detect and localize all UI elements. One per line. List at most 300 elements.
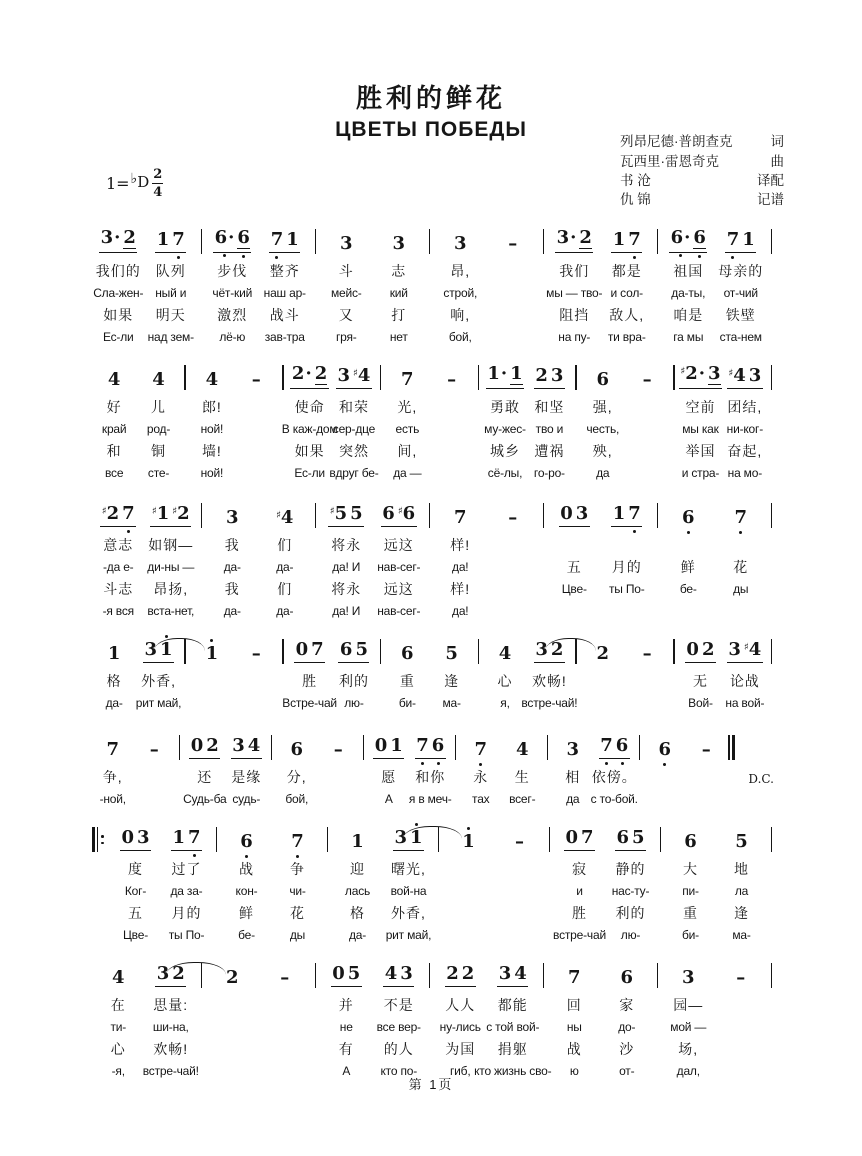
lyric-syllable: 无: [692, 673, 708, 690]
lyric-syllable: 争,: [102, 769, 123, 786]
lyric-syllable: ни-ког-: [726, 422, 763, 437]
lyric-syllable: 激烈: [217, 307, 248, 324]
lyric-syllable: ный и: [155, 286, 187, 301]
lyric-syllable: [234, 418, 278, 440]
lyric-syllable: [134, 766, 176, 788]
note-group: ♯4 3: [723, 360, 767, 396]
lyric-syllable: [134, 788, 176, 810]
barline: [425, 498, 434, 534]
lyric-syllable: 格: [106, 673, 122, 690]
note-group: –: [280, 967, 290, 989]
lyric-syllable: 如果: [294, 443, 325, 460]
low-octave-dot: [633, 256, 636, 259]
lyric-syllable: нав-сег-: [377, 560, 421, 575]
barline: [278, 360, 287, 396]
lyric-syllable: [430, 418, 474, 440]
lyric-syllable: над зем-: [147, 330, 194, 345]
note-group: 1: [351, 831, 364, 853]
lyric-syllable: бе-: [238, 928, 255, 943]
lyric-syllable: [548, 534, 601, 556]
barline: [175, 730, 184, 766]
note-group: 7 6: [594, 730, 636, 766]
lyric-syllable: ста-нем: [719, 330, 762, 345]
low-octave-dot: [296, 855, 299, 858]
lyric-syllable: 遭祸: [534, 443, 565, 460]
lyric-syllable: 心: [110, 1041, 126, 1058]
note-group: 6: [401, 643, 414, 665]
lyric-syllable: [686, 766, 728, 788]
lyric-syllable: А: [342, 1064, 351, 1079]
lyric-syllable: 花: [290, 905, 305, 922]
sharp-icon: ♯: [276, 510, 281, 522]
lyric-syllable: 回: [566, 997, 582, 1014]
lyric-syllable: [443, 924, 494, 946]
lyric-syllable: [234, 462, 278, 484]
lyric-syllable: [318, 788, 360, 810]
lyric-syllable: [581, 692, 625, 714]
lyric-syllable: дал,: [676, 1064, 700, 1079]
lyric-syllable: 论战: [729, 673, 760, 690]
lyric-syllable: 月的: [171, 905, 202, 922]
lyric-syllable: 们: [277, 581, 293, 598]
lyric-syllable: и стра-: [681, 466, 720, 481]
note-group: 0 3: [110, 822, 161, 858]
low-octave-dot: [687, 531, 690, 534]
credit-name: 列昂尼德·普朗查克: [620, 134, 733, 150]
lyric-syllable: лю-: [344, 696, 364, 711]
barline: [767, 360, 776, 396]
lyric-syllable: 队列: [155, 263, 186, 280]
lyric-syllable: 举国: [685, 443, 716, 460]
lyric-syllable: все вер-: [376, 1020, 421, 1035]
lyric-syllable: ши-на,: [152, 1020, 189, 1035]
lyric-syllable: 突然: [338, 443, 369, 460]
high-octave-dot: [467, 827, 470, 830]
lyric-syllable: до-: [618, 1020, 636, 1035]
lyric-syllable: 和坚: [534, 399, 565, 416]
note-group: 0 7: [287, 634, 331, 670]
barline: [539, 498, 548, 534]
note-group: ♯2 7: [92, 498, 145, 534]
lyric-syllable: 远这: [383, 537, 414, 554]
lyric-syllable: чёт-кий: [212, 286, 253, 301]
barline: [451, 730, 460, 766]
barline: [311, 224, 320, 260]
lyric-syllable: рит май,: [135, 696, 182, 711]
sharp-icon: ♯: [680, 365, 686, 377]
lyric-syllable: [686, 788, 728, 810]
note-group: ♯5 5: [320, 498, 373, 534]
lyric-syllable: 在: [110, 997, 126, 1014]
lyric-syllable: 好: [106, 399, 122, 416]
note-group: 2: [596, 643, 609, 665]
barline: [653, 498, 662, 534]
note-group: 6 ♯6: [373, 498, 426, 534]
lyric-syllable: да! И: [332, 560, 361, 575]
lyric-syllable: 间,: [397, 443, 418, 460]
low-octave-dot: [731, 256, 734, 259]
note-group: ♯2· 3: [678, 360, 722, 396]
note-group: 1 7: [601, 498, 654, 534]
music-system: [92, 498, 776, 622]
lyric-syllable: 鲜: [680, 559, 696, 576]
barline: [635, 730, 644, 766]
lyric-syllable: 还: [197, 769, 213, 786]
lyric-syllable: [644, 788, 686, 810]
note-group: 0 2: [678, 634, 722, 670]
barline: [311, 498, 320, 534]
note-group: –: [508, 507, 518, 529]
lyric-syllable: 五: [566, 559, 582, 576]
title-chinese: 胜利的鲜花: [355, 84, 506, 114]
barline: [767, 822, 776, 858]
lyric-syllable: 意志: [103, 537, 134, 554]
high-octave-dot: [210, 639, 213, 642]
lyric-syllable: честь,: [586, 422, 620, 437]
repeat-sign: [92, 822, 110, 858]
note-group: 6: [596, 369, 609, 391]
time-signature: [152, 168, 163, 199]
lyric-syllable: да-: [223, 604, 241, 619]
note-group: 4: [152, 369, 165, 391]
barline: [767, 958, 776, 994]
lyric-syllable: [259, 994, 312, 1016]
lyric-syllable: лё-ю: [219, 330, 246, 345]
lyric-syllable: 的人: [383, 1041, 414, 1058]
note-group: 4: [515, 739, 529, 761]
low-octave-dot: [421, 762, 424, 765]
lyric-syllable: сте-: [147, 466, 170, 481]
lyric-syllable: 勇敢: [490, 399, 521, 416]
credit-line: [620, 132, 784, 151]
lyric-syllable: [318, 766, 360, 788]
lyric-syllable: сё-лы,: [487, 466, 523, 481]
lyric-syllable: судь-: [232, 792, 261, 807]
music-system: [92, 958, 776, 1082]
barline: [767, 634, 776, 670]
note-group: 7 6: [410, 730, 452, 766]
low-octave-dot: [245, 855, 248, 858]
lyric-syllable: [487, 600, 540, 622]
lyric-syllable: сер-дце: [332, 422, 376, 437]
lyric-syllable: 逢: [734, 905, 749, 922]
lyric-syllable: А: [384, 792, 393, 807]
credit-line: [620, 190, 784, 209]
lyric-syllable: кто жизнь сво-: [474, 1064, 552, 1079]
barline: [311, 958, 320, 994]
note-group: 3 4: [226, 730, 268, 766]
note-group: 3· 2: [548, 224, 601, 260]
lyric-syllable: да-: [223, 560, 241, 575]
lyric-syllable: зав-тра: [264, 330, 305, 345]
time-numerator: 2: [153, 167, 163, 183]
barline: [425, 224, 434, 260]
lyric-syllable: [443, 880, 494, 902]
music-system: [92, 730, 774, 810]
lyric-syllable: Вой-: [688, 696, 713, 711]
lyric-syllable: 儿: [151, 399, 167, 416]
lyric-syllable: [625, 462, 669, 484]
lyric-syllable: 静的: [615, 861, 646, 878]
lyric-syllable: да-: [276, 560, 294, 575]
note-group: –: [642, 643, 652, 665]
note-group: 4 3: [373, 958, 426, 994]
note-group: 1 7: [161, 822, 212, 858]
lyric-syllable: ди-ны —: [147, 560, 195, 575]
music-system: [92, 822, 776, 946]
lyric-syllable: нав-сег-: [377, 604, 421, 619]
sharp-icon: ♯: [329, 505, 335, 517]
lyric-syllable: 外香,: [391, 905, 426, 922]
note-group: 0 3: [548, 498, 601, 534]
note-group: –: [701, 739, 711, 761]
lyric-syllable: 和荣: [338, 399, 369, 416]
note-group: 4: [498, 643, 512, 665]
lyric-syllable: [206, 1016, 259, 1038]
low-octave-dot: [605, 762, 608, 765]
lyric-syllable: на пу-: [558, 330, 591, 345]
sharp-icon: ♯: [101, 505, 107, 517]
lyric-syllable: 场,: [678, 1041, 699, 1058]
barline: [572, 360, 581, 396]
lyric-syllable: чи-: [289, 884, 306, 899]
lyric-syllable: ты По-: [168, 928, 205, 943]
low-octave-dot: [739, 531, 742, 534]
lyric-syllable: строй,: [443, 286, 478, 301]
lyric-syllable: 打: [391, 307, 407, 324]
lyric-syllable: 沙: [619, 1041, 635, 1058]
lyric-syllable: да: [566, 792, 580, 807]
note-group: 7: [272, 822, 323, 858]
note-group: 3: [453, 233, 467, 255]
low-octave-dot: [621, 762, 624, 765]
lyric-syllable: да-ты,: [671, 286, 706, 301]
lyric-syllable: [715, 994, 768, 1016]
lyric-syllable: ма-: [732, 928, 751, 943]
note-group: 7 1: [259, 224, 312, 260]
lyric-syllable: тах: [472, 792, 490, 807]
credit-name: 书 沧: [620, 172, 651, 188]
credit-role: 译配: [757, 172, 784, 188]
lyric-syllable: [234, 440, 278, 462]
low-octave-dot: [193, 854, 196, 857]
credit-line: [620, 152, 784, 171]
lyric-syllable: [259, 1038, 312, 1060]
lyric-syllable: вста-нет,: [147, 604, 195, 619]
lyric-syllable: 不是: [383, 997, 414, 1014]
lyric-syllable: 昂扬,: [153, 581, 189, 598]
lyric-syllable: кто по-: [380, 1064, 418, 1079]
barline: [767, 224, 776, 260]
note-group: 1: [107, 643, 121, 665]
lyric-syllable: лю-: [620, 928, 641, 943]
lyric-syllable: я,: [500, 696, 510, 711]
low-octave-dot: [177, 256, 180, 259]
lyric-syllable: [601, 600, 654, 622]
note-group: 7: [106, 739, 120, 761]
low-octave-dot: [633, 530, 636, 533]
lyric-syllable: лась: [344, 884, 371, 899]
lyric-syllable: [487, 304, 540, 326]
lyric-syllable: 分,: [286, 769, 307, 786]
lyric-syllable: 园—: [673, 997, 704, 1014]
lyric-syllable: бе-: [679, 582, 697, 597]
lyric-syllable: 如果: [103, 307, 134, 324]
lyric-syllable: 寂: [572, 861, 587, 878]
lyric-syllable: [581, 670, 625, 692]
lyric-syllable: встре-чай!: [521, 696, 578, 711]
lyric-syllable: я в меч-: [408, 792, 452, 807]
low-octave-dot: [223, 254, 226, 257]
lyric-syllable: гря-: [335, 330, 357, 345]
lyric-syllable: ды: [733, 582, 749, 597]
note-group: 2 3: [527, 360, 571, 396]
lyric-syllable: му-жес-: [484, 422, 526, 437]
lyric-syllable: кон-: [235, 884, 258, 899]
sharp-icon: ♯: [172, 505, 178, 517]
lyric-syllable: 曙光,: [391, 861, 426, 878]
lyric-syllable: Ес-ли: [102, 330, 134, 345]
lyric-syllable: 将永: [331, 537, 362, 554]
low-octave-dot: [242, 255, 245, 258]
lyric-syllable: 样!: [450, 537, 471, 554]
lyric-syllable: 铜: [151, 443, 167, 460]
barline: [278, 634, 287, 670]
lyric-syllable: 大: [683, 861, 698, 878]
barline: [474, 634, 483, 670]
lyric-syllable: от-: [619, 1064, 635, 1079]
lyric-syllable: [206, 1038, 259, 1060]
lyric-syllable: 样!: [450, 581, 471, 598]
note-group: 3: [566, 739, 580, 761]
lyric-syllable: 永: [473, 769, 489, 786]
music-system: [92, 634, 776, 714]
lyric-syllable: 外香,: [141, 673, 176, 690]
lyric-syllable: 都能: [497, 997, 528, 1014]
lyric-syllable: -ной,: [99, 792, 126, 807]
title-russian: ЦВЕТЫ ПОБЕДЫ: [335, 118, 527, 142]
lyric-syllable: 利的: [615, 905, 646, 922]
lyric-syllable: с той вой-: [486, 1020, 540, 1035]
note-group: 1: [443, 822, 494, 858]
barline: [181, 360, 190, 396]
low-octave-dot: [663, 763, 666, 766]
lyric-syllable: ты По-: [608, 582, 645, 597]
note-group: 4: [107, 369, 121, 391]
lyric-syllable: 争: [290, 861, 305, 878]
credits: [620, 132, 784, 209]
lyric-syllable: [494, 902, 545, 924]
low-octave-dot: [479, 763, 482, 766]
note-group: ♯1 ♯2: [145, 498, 198, 534]
lyric-syllable: 格: [350, 905, 365, 922]
lyric-syllable: 我们的: [95, 263, 141, 280]
lyric-syllable: и сол-: [610, 286, 643, 301]
lyric-syllable: 强,: [592, 399, 613, 416]
lyric-syllable: наш ар-: [263, 286, 306, 301]
high-octave-dot: [415, 823, 418, 826]
key-signature: [106, 168, 163, 199]
lyric-syllable: 过了: [171, 861, 202, 878]
lyric-syllable: 思量:: [153, 997, 189, 1014]
note-group: 0 7: [554, 822, 605, 858]
note-group: 6: [644, 730, 686, 766]
note-group: 2· 2: [287, 360, 331, 396]
sharp-icon: ♯: [151, 505, 157, 517]
barline: [656, 822, 665, 858]
lyric-syllable: [494, 924, 545, 946]
lyric-syllable: [487, 578, 540, 600]
note-group: –: [251, 369, 261, 391]
lyric-syllable: 昂,: [450, 263, 471, 280]
note-group: 3 1: [383, 822, 434, 858]
lyric-syllable: пи-: [682, 884, 699, 899]
note-group: 5: [445, 643, 458, 665]
note-group: 5: [735, 831, 748, 853]
credit-role: 词: [770, 134, 784, 150]
credit-role: 记谱: [757, 191, 784, 207]
barline: [474, 360, 483, 396]
flat-icon: ♭: [130, 170, 138, 187]
lyric-syllable: [548, 600, 601, 622]
barline: [653, 958, 662, 994]
lyric-syllable: бой,: [448, 330, 472, 345]
lyric-syllable: и: [576, 884, 583, 899]
lyric-syllable: мой —: [670, 1020, 707, 1035]
lyric-syllable: 逢: [444, 673, 460, 690]
lyric-syllable: да-: [276, 604, 294, 619]
lyric-syllable: [430, 396, 474, 418]
lyric-syllable: 使命: [294, 399, 325, 416]
lyric-syllable: 依傍。: [591, 769, 637, 786]
barline: [425, 958, 434, 994]
lyric-syllable: 捐躯: [497, 1041, 528, 1058]
lyric-syllable: Встре-чай: [282, 696, 337, 711]
lyric-syllable: [234, 670, 278, 692]
lyric-syllable: 愿: [381, 769, 397, 786]
lyric-syllable: 如钢—: [148, 537, 194, 554]
note-group: 0 5: [320, 958, 373, 994]
barline: [197, 224, 206, 260]
lyric-syllable: 阻挡: [559, 307, 590, 324]
lyric-syllable: край: [101, 422, 127, 437]
lyric-syllable: 胜: [302, 673, 318, 690]
barline: [212, 822, 221, 858]
lyric-syllable: [715, 1038, 768, 1060]
lyric-syllable: 整齐: [269, 263, 300, 280]
barline: [197, 498, 206, 534]
note-group: ♯4: [276, 507, 294, 529]
barline: [376, 634, 385, 670]
lyric-syllable: [430, 462, 474, 484]
lyric-syllable: Ес-ли: [294, 466, 325, 481]
lyric-syllable: 利的: [338, 673, 369, 690]
note-group: 1 7: [145, 224, 198, 260]
lyric-syllable: вдруг бе-: [329, 466, 379, 481]
lyric-syllable: мы как: [682, 422, 719, 437]
lyric-syllable: 战斗: [269, 307, 300, 324]
key-prefix: 1=: [106, 174, 130, 194]
note-group: 3 ♯4: [332, 360, 376, 396]
lyric-syllable: 度: [128, 861, 143, 878]
lyric-syllable: всег-: [509, 792, 536, 807]
lyric-syllable: [662, 534, 715, 556]
lyric-syllable: 步伐: [217, 263, 248, 280]
lyric-syllable: 斗志: [103, 581, 134, 598]
lyric-syllable: 斗: [338, 263, 354, 280]
note-group: 6: [620, 967, 634, 989]
lyric-syllable: не: [339, 1020, 353, 1035]
